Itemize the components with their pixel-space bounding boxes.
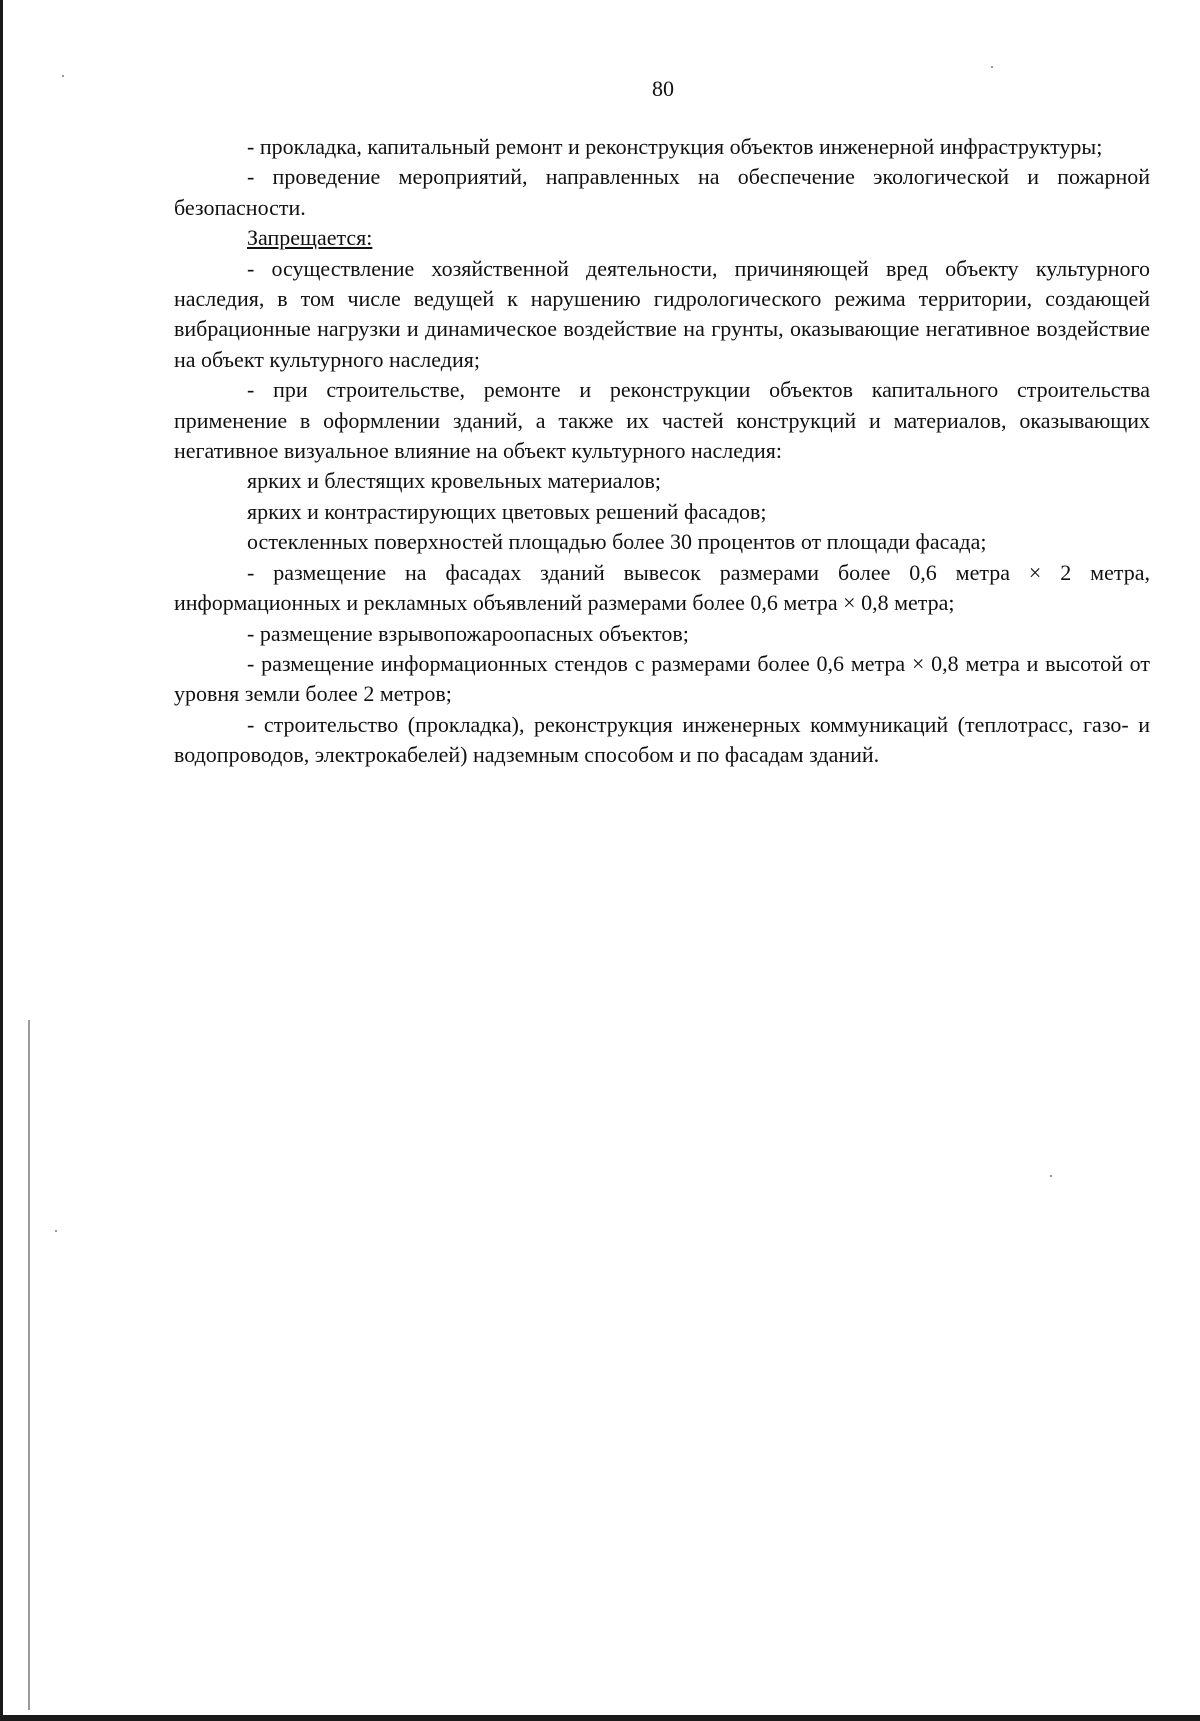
scan-edge-shadow [28,1020,30,1710]
scan-speck [55,1230,57,1232]
paragraph: - прокладка, капитальный ремонт и реконструкция объектов инженерной инфраструктуры; [247,134,1103,159]
paragraph: - строительство (прокладка), реконструкция инженерных коммуникаций (теплотрасс, газо- и водопроводов, электрокабелей) надземным способом и по фасадам зданий. [174,711,1150,768]
list-item: остекленных поверхностей площадью более 30 процентов от площади фасада; [247,529,987,555]
scan-edge-bottom [0,1715,1200,1721]
paragraph: - размещение на фасадах зданий вывесок размерами более 0,6 метра × 2 метра, информационных и рекламных объявлений размерами более 0,6 метра × 0,8 метра; [174,559,1150,616]
heading-prohibited: Запрещается: [247,225,373,251]
page-number: 80 [652,76,674,101]
paragraph: - при строительстве, ремонте и реконструкции объектов капитального строительства применение в оформлении зданий, а также их частей конструкций и материалов, оказывающих негативное визуальное влияние на объект культурного наследия: [174,377,1150,464]
body-text [174,132,1150,771]
list-item: ярких и блестящих кровельных материалов; [247,468,662,494]
scan-edge-left [0,0,3,1721]
paragraph: - размещение информационных стендов с размерами более 0,6 метра × 0,8 метра и высотой от уровня земли более 2 метров; [174,650,1150,707]
list-item: ярких и контрастирующих цветовых решений фасадов; [247,498,767,524]
paragraph: - проведение мероприятий, направленных на обеспечение экологической и пожарной безопасности. [174,164,1150,220]
paragraph: - осуществление хозяйственной деятельности, причиняющей вред объекту культурного наследия, в том числе ведущей к нарушению гидрологического режима территории, создающей вибрационные нагрузки и динамическое воздействие на грунты, оказывающие негативное воздействие на объект культурного наследия; [174,255,1150,372]
scan-speck [991,66,993,68]
paragraph: - размещение взрывопожароопасных объектов; [247,620,689,646]
section-heading [174,223,1150,253]
scan-speck [1050,1175,1052,1177]
